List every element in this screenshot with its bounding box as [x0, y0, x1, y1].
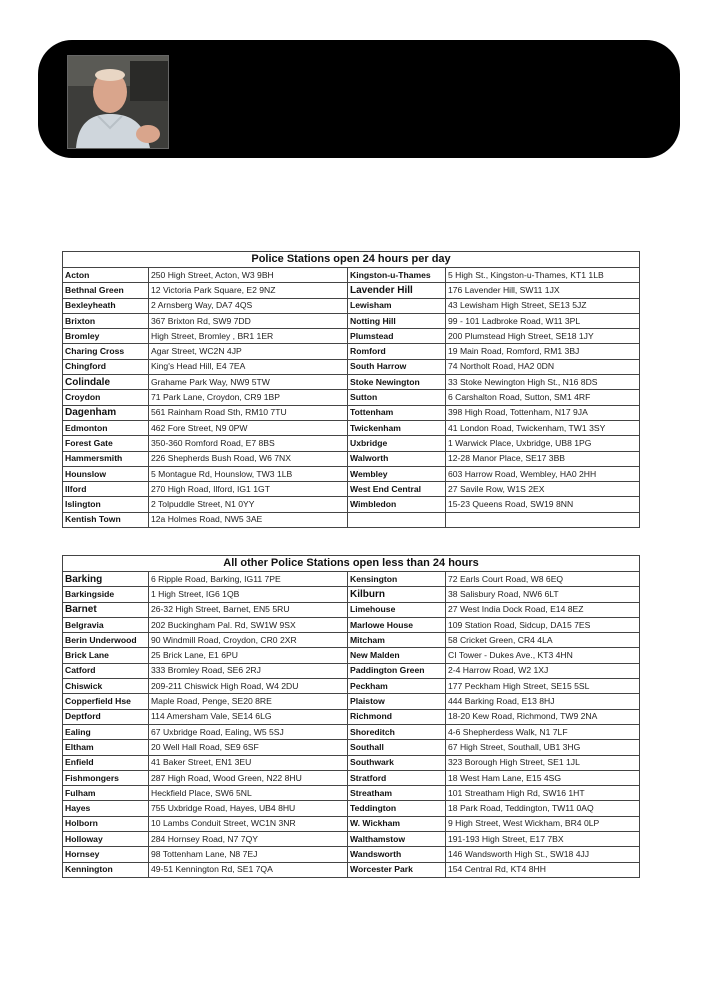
table-row [63, 359, 640, 374]
station-name: W. Wickham [348, 816, 446, 831]
table-row [63, 740, 640, 755]
station-address: 6 Carshalton Road, Sutton, SM1 4RF [446, 390, 640, 405]
table-row [63, 862, 640, 877]
table-row [63, 648, 640, 663]
station-name: Richmond [348, 709, 446, 724]
station-address: 209-211 Chiswick High Road, W4 2DU [149, 679, 348, 694]
station-name: Ealing [63, 724, 149, 739]
table-row [63, 847, 640, 862]
station-address: Agar Street, WC2N 4JP [149, 344, 348, 359]
station-name: Streatham [348, 786, 446, 801]
station-address: 41 Baker Street, EN1 3EU [149, 755, 348, 770]
station-address: 72 Earls Court Road, W8 6EQ [446, 572, 640, 587]
station-name: Wandsworth [348, 847, 446, 862]
station-address: 109 Station Road, Sidcup, DA15 7ES [446, 617, 640, 632]
station-address: 5 High St., Kingston-u-Thames, KT1 1LB [446, 268, 640, 283]
table-row [63, 313, 640, 328]
station-name: Holloway [63, 832, 149, 847]
station-address: 333 Bromley Road, SE6 2RJ [149, 663, 348, 678]
table-row [63, 617, 640, 632]
station-address: Grahame Park Way, NW9 5TW [149, 375, 348, 390]
station-name: Southwark [348, 755, 446, 770]
station-name: Notting Hill [348, 313, 446, 328]
station-address: 27 West India Dock Road, E14 8EZ [446, 602, 640, 617]
station-name: Acton [63, 268, 149, 283]
table-row [63, 268, 640, 283]
table-row [63, 816, 640, 831]
station-address: Heckfield Place, SW6 5NL [149, 786, 348, 801]
station-address: 202 Buckingham Pal. Rd, SW1W 9SX [149, 617, 348, 632]
station-address: 250 High Street, Acton, W3 9BH [149, 268, 348, 283]
station-address: 284 Hornsey Road, N7 7QY [149, 832, 348, 847]
station-address: 462 Fore Street, N9 0PW [149, 420, 348, 435]
station-address: 176 Lavender Hill, SW11 1JX [446, 283, 640, 298]
station-address: 323 Borough High Street, SE1 1JL [446, 755, 640, 770]
table-row [63, 602, 640, 617]
table-row [63, 755, 640, 770]
station-name: Copperfield Hse [63, 694, 149, 709]
station-name: Walthamstow [348, 832, 446, 847]
station-address: 5 Montague Rd, Hounslow, TW3 1LB [149, 466, 348, 481]
station-name: Brick Lane [63, 648, 149, 663]
table-row [63, 801, 640, 816]
station-address: 43 Lewisham High Street, SE13 5JZ [446, 298, 640, 313]
station-name: Belgravia [63, 617, 149, 632]
station-address: King's Head Hill, E4 7EA [149, 359, 348, 374]
station-name: Bromley [63, 329, 149, 344]
stations-other-table [62, 555, 640, 878]
station-name: Stoke Newington [348, 375, 446, 390]
station-address: 146 Wandsworth High St., SW18 4JJ [446, 847, 640, 862]
station-name: Kilburn [348, 587, 446, 602]
station-name: Lavender Hill [348, 283, 446, 298]
station-address: 26-32 High Street, Barnet, EN5 5RU [149, 602, 348, 617]
table-row [63, 466, 640, 481]
station-address: 10 Lambs Conduit Street, WC1N 3NR [149, 816, 348, 831]
station-address: 67 Uxbridge Road, Ealing, W5 5SJ [149, 724, 348, 739]
station-name: New Malden [348, 648, 446, 663]
table-row [63, 587, 640, 602]
station-name: Catford [63, 663, 149, 678]
station-name: Fulham [63, 786, 149, 801]
station-name [348, 512, 446, 527]
station-address: 367 Brixton Rd, SW9 7DD [149, 313, 348, 328]
table-row [63, 786, 640, 801]
table-row [63, 724, 640, 739]
table-row [63, 572, 640, 587]
table-row [63, 451, 640, 466]
station-name: Croydon [63, 390, 149, 405]
station-address: 287 High Road, Wood Green, N22 8HU [149, 770, 348, 785]
station-address: 12a Holmes Road, NW5 3AE [149, 512, 348, 527]
table-row [63, 832, 640, 847]
table-row [63, 497, 640, 512]
table-row [63, 436, 640, 451]
station-name: Plumstead [348, 329, 446, 344]
station-address: 18-20 Kew Road, Richmond, TW9 2NA [446, 709, 640, 724]
station-name: Wembley [348, 466, 446, 481]
station-name: South Harrow [348, 359, 446, 374]
station-name: Barkingside [63, 587, 149, 602]
station-address: 2 Arnsberg Way, DA7 4QS [149, 298, 348, 313]
station-name: Chiswick [63, 679, 149, 694]
table-row [63, 694, 640, 709]
station-name: Paddington Green [348, 663, 446, 678]
station-name: Bethnal Green [63, 283, 149, 298]
station-name: Kentish Town [63, 512, 149, 527]
station-address: 12 Victoria Park Square, E2 9NZ [149, 283, 348, 298]
station-name: Barnet [63, 602, 149, 617]
table-row [63, 283, 640, 298]
station-name: Berin Underwood [63, 633, 149, 648]
station-address: 603 Harrow Road, Wembley, HA0 2HH [446, 466, 640, 481]
station-name: Southall [348, 740, 446, 755]
station-name: Edmonton [63, 420, 149, 435]
station-name: Dagenham [63, 405, 149, 420]
station-name: Stratford [348, 770, 446, 785]
portrait-photo [67, 55, 169, 149]
station-address: 15-23 Queens Road, SW19 8NN [446, 497, 640, 512]
station-name: Plaistow [348, 694, 446, 709]
station-name: Charing Cross [63, 344, 149, 359]
station-address: 114 Amersham Vale, SE14 6LG [149, 709, 348, 724]
station-name: Enfield [63, 755, 149, 770]
station-name: Brixton [63, 313, 149, 328]
table-row [63, 709, 640, 724]
table-row [63, 375, 640, 390]
station-address: 350-360 Romford Road, E7 8BS [149, 436, 348, 451]
station-name: Shoreditch [348, 724, 446, 739]
station-address: 226 Shepherds Bush Road, W6 7NX [149, 451, 348, 466]
station-address: 9 High Street, West Wickham, BR4 0LP [446, 816, 640, 831]
station-address: 90 Windmill Road, Croydon, CR0 2XR [149, 633, 348, 648]
stations-24h-table [62, 251, 640, 528]
station-address: 270 High Road, Ilford, IG1 1GT [149, 482, 348, 497]
station-name: Limehouse [348, 602, 446, 617]
station-address: 41 London Road, Twickenham, TW1 3SY [446, 420, 640, 435]
station-name: Bexleyheath [63, 298, 149, 313]
station-address: 58 Cricket Green, CR4 4LA [446, 633, 640, 648]
station-address: 2-4 Harrow Road, W2 1XJ [446, 663, 640, 678]
station-address: 27 Savile Row, W1S 2EX [446, 482, 640, 497]
table-row [63, 420, 640, 435]
table-row [63, 512, 640, 527]
station-address: 20 Well Hall Road, SE9 6SF [149, 740, 348, 755]
table-row [63, 633, 640, 648]
station-address [446, 512, 640, 527]
station-name: Kensington [348, 572, 446, 587]
station-name: Hounslow [63, 466, 149, 481]
station-name: Kingston-u-Thames [348, 268, 446, 283]
station-address: 18 West Ham Lane, E15 4SG [446, 770, 640, 785]
station-address: 6 Ripple Road, Barking, IG11 7PE [149, 572, 348, 587]
station-name: Tottenham [348, 405, 446, 420]
station-address: 74 Northolt Road, HA2 0DN [446, 359, 640, 374]
station-name: Marlowe House [348, 617, 446, 632]
station-name: Holborn [63, 816, 149, 831]
station-name: Sutton [348, 390, 446, 405]
station-address: 4-6 Shepherdess Walk, N1 7LF [446, 724, 640, 739]
station-name: West End Central [348, 482, 446, 497]
station-name: Walworth [348, 451, 446, 466]
station-name: Teddington [348, 801, 446, 816]
station-address: 444 Barking Road, E13 8HJ [446, 694, 640, 709]
station-address: 99 - 101 Ladbroke Road, W11 3PL [446, 313, 640, 328]
station-name: Peckham [348, 679, 446, 694]
station-address: 191-193 High Street, E17 7BX [446, 832, 640, 847]
table-title: All other Police Stations open less than 24 hours [63, 556, 640, 572]
station-name: Forest Gate [63, 436, 149, 451]
station-address: 38 Salisbury Road, NW6 6LT [446, 587, 640, 602]
station-name: Mitcham [348, 633, 446, 648]
station-address: 25 Brick Lane, E1 6PU [149, 648, 348, 663]
station-name: Islington [63, 497, 149, 512]
station-address: 49-51 Kennington Rd, SE1 7QA [149, 862, 348, 877]
station-name: Hayes [63, 801, 149, 816]
station-name: Hammersmith [63, 451, 149, 466]
station-name: Romford [348, 344, 446, 359]
station-address: 1 High Street, IG6 1QB [149, 587, 348, 602]
table-row [63, 663, 640, 678]
station-address: 154 Central Rd, KT4 8HH [446, 862, 640, 877]
station-address: 177 Peckham High Street, SE15 5SL [446, 679, 640, 694]
station-address: 398 High Road, Tottenham, N17 9JA [446, 405, 640, 420]
station-address: 1 Warwick Place, Uxbridge, UB8 1PG [446, 436, 640, 451]
station-address: Maple Road, Penge, SE20 8RE [149, 694, 348, 709]
station-address: 71 Park Lane, Croydon, CR9 1BP [149, 390, 348, 405]
station-address: 755 Uxbridge Road, Hayes, UB4 8HU [149, 801, 348, 816]
station-address: 561 Rainham Road Sth, RM10 7TU [149, 405, 348, 420]
station-name: Colindale [63, 375, 149, 390]
table-title: Police Stations open 24 hours per day [63, 252, 640, 268]
station-address: 101 Streatham High Rd, SW16 1HT [446, 786, 640, 801]
station-name: Eltham [63, 740, 149, 755]
table-row [63, 405, 640, 420]
table-row [63, 679, 640, 694]
station-name: Uxbridge [348, 436, 446, 451]
station-address: 67 High Street, Southall, UB1 3HG [446, 740, 640, 755]
station-address: 33 Stoke Newington High St., N16 8DS [446, 375, 640, 390]
station-name: Lewisham [348, 298, 446, 313]
table-row [63, 329, 640, 344]
station-name: Deptford [63, 709, 149, 724]
table-row [63, 298, 640, 313]
station-name: Chingford [63, 359, 149, 374]
station-name: Hornsey [63, 847, 149, 862]
station-name: Twickenham [348, 420, 446, 435]
table-row [63, 482, 640, 497]
table-row [63, 344, 640, 359]
station-name: Kennington [63, 862, 149, 877]
station-address: CI Tower - Dukes Ave., KT3 4HN [446, 648, 640, 663]
station-name: Fishmongers [63, 770, 149, 785]
station-address: 19 Main Road, Romford, RM1 3BJ [446, 344, 640, 359]
table-row [63, 770, 640, 785]
station-address: High Street, Bromley , BR1 1ER [149, 329, 348, 344]
station-address: 18 Park Road, Teddington, TW11 0AQ [446, 801, 640, 816]
station-address: 98 Tottenham Lane, N8 7EJ [149, 847, 348, 862]
station-address: 12-28 Manor Place, SE17 3BB [446, 451, 640, 466]
station-address: 200 Plumstead High Street, SE18 1JY [446, 329, 640, 344]
station-address: 2 Tolpuddle Street, N1 0YY [149, 497, 348, 512]
table-row [63, 390, 640, 405]
station-name: Ilford [63, 482, 149, 497]
station-name: Worcester Park [348, 862, 446, 877]
station-name: Wimbledon [348, 497, 446, 512]
station-name: Barking [63, 572, 149, 587]
